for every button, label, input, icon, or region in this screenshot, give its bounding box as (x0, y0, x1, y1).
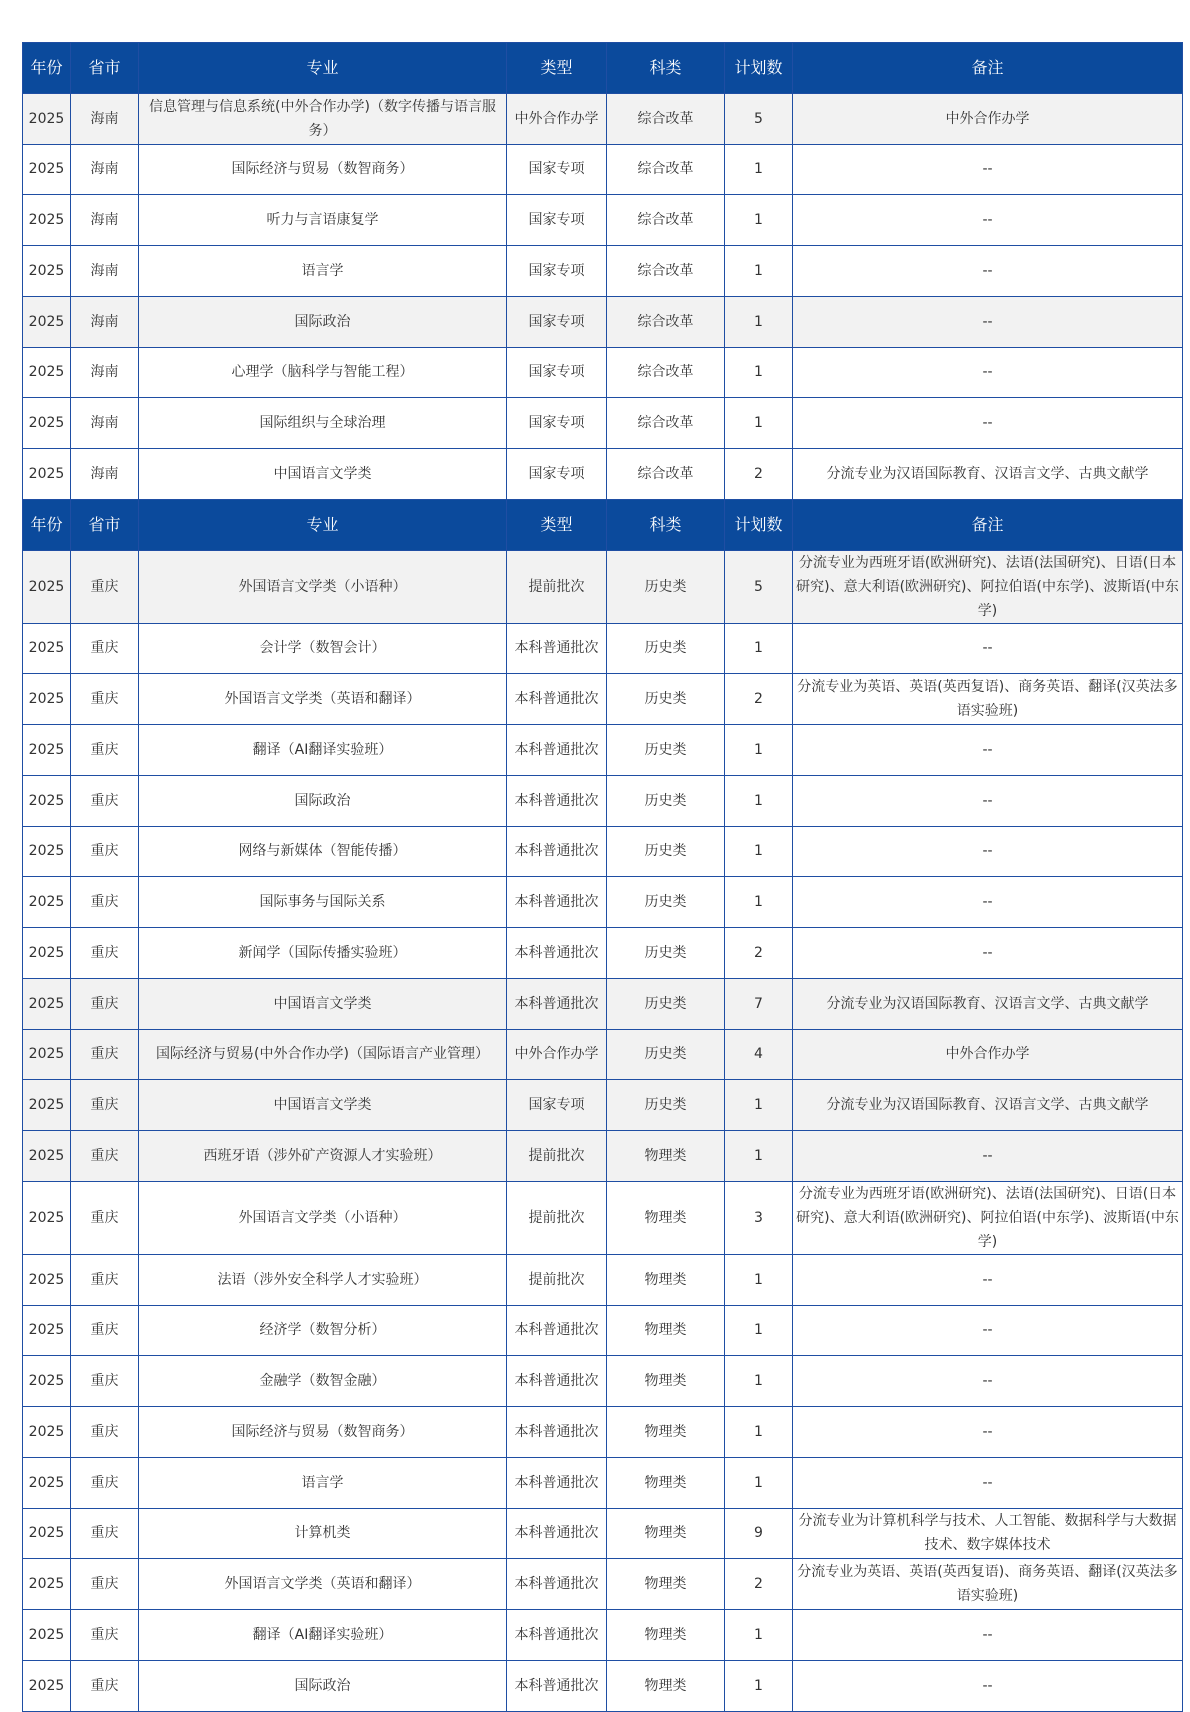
type-cell: 国家专项 (507, 347, 607, 398)
table-row (23, 826, 1183, 877)
count-cell: 1 (725, 1356, 793, 1407)
year-cell: 2025 (23, 1508, 71, 1559)
count-cell: 1 (725, 623, 793, 674)
major-cell: 外国语言文学类（英语和翻译） (139, 674, 507, 725)
table-row (23, 1508, 1183, 1559)
count-cell: 2 (725, 1559, 793, 1610)
column-header: 年份 (23, 43, 71, 94)
province-cell: 重庆 (71, 623, 139, 674)
type-cell: 本科普通批次 (507, 928, 607, 979)
note-cell: 分流专业为汉语国际教育、汉语言文学、古典文献学 (793, 449, 1183, 500)
year-cell: 2025 (23, 826, 71, 877)
major-cell: 经济学（数智分析） (139, 1305, 507, 1356)
table-header-row (23, 499, 1183, 550)
year-cell: 2025 (23, 449, 71, 500)
count-cell: 1 (725, 725, 793, 776)
category-cell: 物理类 (607, 1254, 725, 1305)
table-row (23, 1080, 1183, 1131)
type-cell: 本科普通批次 (507, 1457, 607, 1508)
type-cell: 本科普通批次 (507, 725, 607, 776)
table-row (23, 1254, 1183, 1305)
table-row (23, 246, 1183, 297)
category-cell: 历史类 (607, 550, 725, 623)
table-row (23, 978, 1183, 1029)
count-cell: 1 (725, 1457, 793, 1508)
province-cell: 重庆 (71, 1181, 139, 1254)
count-cell: 1 (725, 1080, 793, 1131)
category-cell: 物理类 (607, 1181, 725, 1254)
table-row (23, 550, 1183, 623)
note-cell: 分流专业为西班牙语(欧洲研究)、法语(法国研究)、日语(日本研究)、意大利语(欧洲研究)、阿拉伯语(中东学)、波斯语(中东学) (793, 550, 1183, 623)
province-cell: 海南 (71, 449, 139, 500)
type-cell: 提前批次 (507, 1131, 607, 1182)
type-cell: 中外合作办学 (507, 93, 607, 144)
major-cell: 国际经济与贸易（数智商务） (139, 144, 507, 195)
year-cell: 2025 (23, 296, 71, 347)
year-cell: 2025 (23, 725, 71, 776)
province-cell: 重庆 (71, 826, 139, 877)
major-cell: 国际事务与国际关系 (139, 877, 507, 928)
type-cell: 国家专项 (507, 246, 607, 297)
count-cell: 9 (725, 1508, 793, 1559)
year-cell: 2025 (23, 1131, 71, 1182)
note-cell: 分流专业为西班牙语(欧洲研究)、法语(法国研究)、日语(日本研究)、意大利语(欧洲研究)、阿拉伯语(中东学)、波斯语(中东学) (793, 1181, 1183, 1254)
province-cell: 重庆 (71, 1131, 139, 1182)
year-cell: 2025 (23, 398, 71, 449)
type-cell: 国家专项 (507, 144, 607, 195)
type-cell: 本科普通批次 (507, 1305, 607, 1356)
note-cell: -- (793, 296, 1183, 347)
type-cell: 本科普通批次 (507, 623, 607, 674)
type-cell: 本科普通批次 (507, 877, 607, 928)
table-row (23, 296, 1183, 347)
category-cell: 物理类 (607, 1559, 725, 1610)
type-cell: 国家专项 (507, 195, 607, 246)
major-cell: 西班牙语（涉外矿产资源人才实验班） (139, 1131, 507, 1182)
category-cell: 历史类 (607, 1029, 725, 1080)
major-cell: 国际政治 (139, 1660, 507, 1711)
year-cell: 2025 (23, 347, 71, 398)
type-cell: 国家专项 (507, 1080, 607, 1131)
province-cell: 海南 (71, 246, 139, 297)
table-row (23, 1559, 1183, 1610)
column-header: 计划数 (725, 43, 793, 94)
table-row (23, 1660, 1183, 1711)
category-cell: 物理类 (607, 1610, 725, 1661)
year-cell: 2025 (23, 1660, 71, 1711)
type-cell: 本科普通批次 (507, 978, 607, 1029)
year-cell: 2025 (23, 877, 71, 928)
count-cell: 1 (725, 1305, 793, 1356)
column-header: 计划数 (725, 499, 793, 550)
note-cell: -- (793, 1407, 1183, 1458)
count-cell: 1 (725, 195, 793, 246)
category-cell: 物理类 (607, 1356, 725, 1407)
note-cell: -- (793, 623, 1183, 674)
major-cell: 金融学（数智金融） (139, 1356, 507, 1407)
table-row (23, 1181, 1183, 1254)
type-cell: 本科普通批次 (507, 775, 607, 826)
category-cell: 历史类 (607, 725, 725, 776)
table-row (23, 1610, 1183, 1661)
count-cell: 1 (725, 347, 793, 398)
table-row (23, 195, 1183, 246)
type-cell: 国家专项 (507, 296, 607, 347)
table-row (23, 1407, 1183, 1458)
year-cell: 2025 (23, 1559, 71, 1610)
year-cell: 2025 (23, 1407, 71, 1458)
count-cell: 1 (725, 877, 793, 928)
type-cell: 国家专项 (507, 449, 607, 500)
count-cell: 7 (725, 978, 793, 1029)
column-header: 类型 (507, 499, 607, 550)
year-cell: 2025 (23, 674, 71, 725)
major-cell: 翻译（AI翻译实验班） (139, 1610, 507, 1661)
column-header: 年份 (23, 499, 71, 550)
count-cell: 3 (725, 1181, 793, 1254)
province-cell: 重庆 (71, 928, 139, 979)
category-cell: 综合改革 (607, 195, 725, 246)
year-cell: 2025 (23, 1029, 71, 1080)
major-cell: 中国语言文学类 (139, 978, 507, 1029)
note-cell: 中外合作办学 (793, 93, 1183, 144)
column-header: 省市 (71, 499, 139, 550)
count-cell: 1 (725, 1131, 793, 1182)
table-row (23, 93, 1183, 144)
major-cell: 外国语言文学类（英语和翻译） (139, 1559, 507, 1610)
province-cell: 重庆 (71, 1559, 139, 1610)
table-row (23, 398, 1183, 449)
count-cell: 2 (725, 674, 793, 725)
province-cell: 重庆 (71, 674, 139, 725)
note-cell: -- (793, 1131, 1183, 1182)
table-row (23, 1457, 1183, 1508)
year-cell: 2025 (23, 246, 71, 297)
type-cell: 中外合作办学 (507, 1029, 607, 1080)
type-cell: 本科普通批次 (507, 826, 607, 877)
table-row (23, 449, 1183, 500)
category-cell: 历史类 (607, 674, 725, 725)
major-cell: 国际政治 (139, 296, 507, 347)
count-cell: 2 (725, 449, 793, 500)
column-header: 备注 (793, 499, 1183, 550)
count-cell: 1 (725, 1660, 793, 1711)
type-cell: 本科普通批次 (507, 1559, 607, 1610)
province-cell: 海南 (71, 398, 139, 449)
year-cell: 2025 (23, 623, 71, 674)
count-cell: 1 (725, 826, 793, 877)
note-cell: -- (793, 246, 1183, 297)
table-header-row (23, 43, 1183, 94)
note-cell: -- (793, 144, 1183, 195)
note-cell: 中外合作办学 (793, 1029, 1183, 1080)
table-row (23, 347, 1183, 398)
province-cell: 重庆 (71, 877, 139, 928)
column-header: 备注 (793, 43, 1183, 94)
count-cell: 1 (725, 1254, 793, 1305)
type-cell: 提前批次 (507, 1254, 607, 1305)
category-cell: 综合改革 (607, 347, 725, 398)
year-cell: 2025 (23, 978, 71, 1029)
note-cell: -- (793, 195, 1183, 246)
province-cell: 重庆 (71, 1407, 139, 1458)
category-cell: 历史类 (607, 826, 725, 877)
column-header: 省市 (71, 43, 139, 94)
province-cell: 重庆 (71, 1457, 139, 1508)
note-cell: 分流专业为汉语国际教育、汉语言文学、古典文献学 (793, 978, 1183, 1029)
category-cell: 综合改革 (607, 246, 725, 297)
province-cell: 重庆 (71, 1610, 139, 1661)
province-cell: 重庆 (71, 1660, 139, 1711)
major-cell: 会计学（数智会计） (139, 623, 507, 674)
major-cell: 网络与新媒体（智能传播） (139, 826, 507, 877)
province-cell: 海南 (71, 144, 139, 195)
category-cell: 综合改革 (607, 449, 725, 500)
note-cell: -- (793, 1254, 1183, 1305)
note-cell: -- (793, 347, 1183, 398)
major-cell: 法语（涉外安全科学人才实验班） (139, 1254, 507, 1305)
count-cell: 5 (725, 550, 793, 623)
category-cell: 历史类 (607, 623, 725, 674)
table-row (23, 144, 1183, 195)
province-cell: 海南 (71, 296, 139, 347)
category-cell: 历史类 (607, 928, 725, 979)
province-cell: 重庆 (71, 775, 139, 826)
count-cell: 2 (725, 928, 793, 979)
year-cell: 2025 (23, 144, 71, 195)
count-cell: 1 (725, 1610, 793, 1661)
category-cell: 物理类 (607, 1305, 725, 1356)
major-cell: 国际组织与全球治理 (139, 398, 507, 449)
table-row (23, 1029, 1183, 1080)
major-cell: 国际经济与贸易(中外合作办学)（国际语言产业管理） (139, 1029, 507, 1080)
major-cell: 听力与言语康复学 (139, 195, 507, 246)
note-cell: -- (793, 1356, 1183, 1407)
major-cell: 语言学 (139, 246, 507, 297)
year-cell: 2025 (23, 1457, 71, 1508)
type-cell: 本科普通批次 (507, 1407, 607, 1458)
category-cell: 物理类 (607, 1131, 725, 1182)
category-cell: 物理类 (607, 1660, 725, 1711)
province-cell: 重庆 (71, 1254, 139, 1305)
category-cell: 历史类 (607, 1080, 725, 1131)
note-cell: -- (793, 826, 1183, 877)
type-cell: 本科普通批次 (507, 1610, 607, 1661)
category-cell: 综合改革 (607, 398, 725, 449)
type-cell: 本科普通批次 (507, 1508, 607, 1559)
major-cell: 外国语言文学类（小语种） (139, 1181, 507, 1254)
count-cell: 1 (725, 246, 793, 297)
major-cell: 信息管理与信息系统(中外合作办学)（数字传播与语言服务） (139, 93, 507, 144)
category-cell: 物理类 (607, 1457, 725, 1508)
province-cell: 重庆 (71, 1305, 139, 1356)
table-row (23, 674, 1183, 725)
note-cell: -- (793, 775, 1183, 826)
major-cell: 语言学 (139, 1457, 507, 1508)
note-cell: -- (793, 1610, 1183, 1661)
category-cell: 历史类 (607, 877, 725, 928)
count-cell: 1 (725, 296, 793, 347)
major-cell: 国际经济与贸易（数智商务） (139, 1407, 507, 1458)
admission-plan-table (22, 42, 1183, 1712)
note-cell: -- (793, 725, 1183, 776)
column-header: 专业 (139, 43, 507, 94)
note-cell: -- (793, 398, 1183, 449)
major-cell: 中国语言文学类 (139, 449, 507, 500)
type-cell: 提前批次 (507, 1181, 607, 1254)
category-cell: 物理类 (607, 1407, 725, 1458)
note-cell: -- (793, 1457, 1183, 1508)
province-cell: 重庆 (71, 550, 139, 623)
table-body (23, 43, 1183, 1712)
major-cell: 国际政治 (139, 775, 507, 826)
year-cell: 2025 (23, 928, 71, 979)
major-cell: 翻译（AI翻译实验班） (139, 725, 507, 776)
note-cell: -- (793, 1660, 1183, 1711)
province-cell: 重庆 (71, 1080, 139, 1131)
note-cell: 分流专业为英语、英语(英西复语)、商务英语、翻译(汉英法多语实验班) (793, 674, 1183, 725)
category-cell: 综合改革 (607, 296, 725, 347)
category-cell: 综合改革 (607, 144, 725, 195)
category-cell: 历史类 (607, 775, 725, 826)
category-cell: 综合改革 (607, 93, 725, 144)
count-cell: 1 (725, 1407, 793, 1458)
type-cell: 本科普通批次 (507, 1660, 607, 1711)
table-row (23, 1356, 1183, 1407)
year-cell: 2025 (23, 1080, 71, 1131)
table-row (23, 1305, 1183, 1356)
type-cell: 本科普通批次 (507, 674, 607, 725)
year-cell: 2025 (23, 195, 71, 246)
column-header: 专业 (139, 499, 507, 550)
year-cell: 2025 (23, 93, 71, 144)
province-cell: 重庆 (71, 1508, 139, 1559)
table-row (23, 725, 1183, 776)
note-cell: 分流专业为汉语国际教育、汉语言文学、古典文献学 (793, 1080, 1183, 1131)
note-cell: 分流专业为计算机科学与技术、人工智能、数据科学与大数据技术、数字媒体技术 (793, 1508, 1183, 1559)
year-cell: 2025 (23, 1610, 71, 1661)
year-cell: 2025 (23, 775, 71, 826)
year-cell: 2025 (23, 1181, 71, 1254)
table-row (23, 775, 1183, 826)
province-cell: 重庆 (71, 725, 139, 776)
province-cell: 重庆 (71, 1029, 139, 1080)
category-cell: 历史类 (607, 978, 725, 1029)
major-cell: 计算机类 (139, 1508, 507, 1559)
province-cell: 重庆 (71, 1356, 139, 1407)
table-row (23, 623, 1183, 674)
count-cell: 5 (725, 93, 793, 144)
note-cell: -- (793, 1305, 1183, 1356)
count-cell: 1 (725, 398, 793, 449)
count-cell: 1 (725, 775, 793, 826)
major-cell: 新闻学（国际传播实验班） (139, 928, 507, 979)
province-cell: 海南 (71, 93, 139, 144)
year-cell: 2025 (23, 550, 71, 623)
type-cell: 国家专项 (507, 398, 607, 449)
major-cell: 外国语言文学类（小语种） (139, 550, 507, 623)
table-row (23, 877, 1183, 928)
year-cell: 2025 (23, 1305, 71, 1356)
province-cell: 海南 (71, 195, 139, 246)
note-cell: 分流专业为英语、英语(英西复语)、商务英语、翻译(汉英法多语实验班) (793, 1559, 1183, 1610)
table-row (23, 928, 1183, 979)
major-cell: 中国语言文学类 (139, 1080, 507, 1131)
major-cell: 心理学（脑科学与智能工程） (139, 347, 507, 398)
type-cell: 本科普通批次 (507, 1356, 607, 1407)
category-cell: 物理类 (607, 1508, 725, 1559)
year-cell: 2025 (23, 1356, 71, 1407)
table-row (23, 1131, 1183, 1182)
note-cell: -- (793, 928, 1183, 979)
count-cell: 1 (725, 144, 793, 195)
year-cell: 2025 (23, 1254, 71, 1305)
note-cell: -- (793, 877, 1183, 928)
type-cell: 提前批次 (507, 550, 607, 623)
column-header: 科类 (607, 499, 725, 550)
province-cell: 海南 (71, 347, 139, 398)
province-cell: 重庆 (71, 978, 139, 1029)
column-header: 类型 (507, 43, 607, 94)
column-header: 科类 (607, 43, 725, 94)
count-cell: 4 (725, 1029, 793, 1080)
